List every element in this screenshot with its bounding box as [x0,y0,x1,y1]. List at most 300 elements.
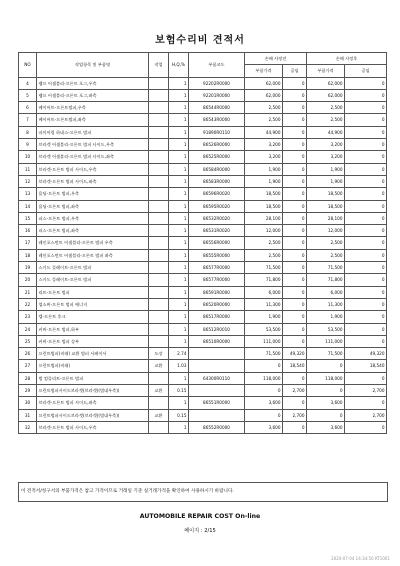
row-item-name: 몰딩-프론트 범퍼,좌측 [37,200,149,212]
row-before-labor: 0 [283,163,307,175]
row-before-part-price: 44,900 [245,126,283,138]
row-item-name: 브라켓-프론트 범퍼 사이드,좌측 [37,175,149,187]
row-work [149,237,169,249]
table-row [19,175,387,187]
disclaimer-note: 이 견적서/청구서의 부품가격은 참고 가격이므로 거래일 기준 실거래가격을 확인하여 사용하시기 바랍니다. [18,482,388,502]
row-after-labor: 18,540 [345,360,387,372]
row-part-code: 86531R0020 [189,225,245,237]
row-after-part-price: 2,500 [307,114,345,126]
row-after-part-price: 28,100 [307,212,345,224]
page-number: 페이지 : 2/15 [184,528,216,534]
row-before-labor: 49,320 [283,348,307,360]
row-before-part-price: 18,500 [245,200,283,212]
row-hq: 1 [169,372,189,384]
row-work [149,372,169,384]
row-before-labor: 0 [283,225,307,237]
row-part-code: 86520R0000 [189,298,245,310]
row-before-labor: 0 [283,200,307,212]
row-before-part-price: 71,800 [245,274,283,286]
row-hq: 1 [169,163,189,175]
row-work [149,188,169,200]
row-after-part-price: 71,800 [307,274,345,286]
header-work: 작업 [149,53,169,78]
row-before-part-price: 62,000 [245,77,283,89]
row-part-code: 86512R0010 [189,323,245,335]
table-row [19,262,387,274]
table-row [19,249,387,261]
row-hq: 1 [169,114,189,126]
row-item-name: 몰딩-프론트 범퍼,우측 [37,188,149,200]
row-after-labor: 0 [345,175,387,187]
row-item-name: 업소버-프론트 범퍼 에너지 [37,298,149,310]
row-item-name: 레인포스먼트 어셈블리-프론트 범퍼 좌측 [37,249,149,261]
row-part-code: 91890R0110 [189,126,245,138]
row-no: 14 [19,200,37,212]
table-row [19,237,387,249]
table-row [19,151,387,163]
row-after-labor: 0 [345,323,387,335]
row-no: 15 [19,212,37,224]
row-before-labor: 0 [283,175,307,187]
row-after-part-price: 71,500 [307,262,345,274]
row-no: 26 [19,348,37,360]
row-hq: 0.15 [169,409,189,421]
row-before-part-price: 18,500 [245,188,283,200]
table-row [19,163,387,175]
row-part-code: 86596R0020 [189,188,245,200]
row-after-labor: 0 [345,102,387,114]
row-before-part-price: 28,100 [245,212,283,224]
row-no: 4 [19,77,37,89]
row-work [149,200,169,212]
row-before-labor: 0 [283,262,307,274]
row-before-part-price: 118,000 [245,372,283,384]
row-work [149,163,169,175]
row-before-labor: 0 [283,274,307,286]
header-no: NO [19,53,37,78]
row-part-code: 86517R0000 [189,311,245,323]
row-after-labor: 0 [345,298,387,310]
row-hq: 1 [169,286,189,298]
row-before-labor: 2,700 [283,385,307,397]
estimate-rows [19,77,387,434]
row-item-name: 램프 어셈블리-프론트 포그,우측 [37,77,149,89]
row-before-labor: 0 [283,311,307,323]
row-item-name: 커버-프론트 범퍼,하부 [37,323,149,335]
row-item-name: 범 컴플리트-프론트 범퍼 [37,372,149,384]
header-part-code: 부품코드 [189,53,245,78]
row-item-name: 브라켓-프론트 범퍼 사이드,우측 [37,163,149,175]
row-part-code: 86556R0000 [189,237,245,249]
table-row [19,409,387,421]
row-no: 13 [19,188,37,200]
row-after-labor: 0 [345,421,387,433]
row-part-code [189,385,245,397]
row-part-code [189,348,245,360]
row-after-part-price: 118,000 [307,372,345,384]
estimate-table [18,52,387,434]
row-after-labor: 0 [345,139,387,151]
row-after-part-price: 44,900 [307,126,345,138]
header-after-group: 손해 사정후 [307,53,387,65]
row-item-name: 베이어트-프론트범퍼,우측 [37,102,149,114]
row-no: 18 [19,249,37,261]
row-part-code: 86583R0000 [189,175,245,187]
row-before-part-price: 71,500 [245,262,283,274]
row-no: 17 [19,237,37,249]
row-work: 교환 [149,409,169,421]
row-before-part-price: 1,900 [245,311,283,323]
row-work [149,212,169,224]
table-row [19,225,387,237]
row-after-labor: 2,700 [345,385,387,397]
row-part-code [189,360,245,372]
row-after-part-price: 0 [307,385,345,397]
table-row [19,286,387,298]
row-work [149,225,169,237]
row-item-name: 램프 어셈블리-프론트 포그,좌측 [37,89,149,101]
row-before-labor: 0 [283,249,307,261]
row-part-code: 86584R0000 [189,163,245,175]
row-after-labor: 0 [345,114,387,126]
row-before-labor: 0 [283,286,307,298]
row-after-labor: 0 [345,151,387,163]
row-hq: 1 [169,151,189,163]
table-row [19,397,387,409]
row-before-part-price: 2,500 [245,102,283,114]
row-part-code: 64300R0110 [189,372,245,384]
row-hq: 1 [169,249,189,261]
row-before-part-price: 2,500 [245,249,283,261]
row-work [149,274,169,286]
row-after-labor: 49,320 [345,348,387,360]
table-row [19,188,387,200]
row-item-name: 커버-프론트 범퍼 상부 [37,335,149,347]
row-item-name: 프런트범퍼사이드브라켓(브라켓)(범대우측)( [37,409,149,421]
row-item-name: 스키드 플레이트-프론트 범퍼 [37,262,149,274]
row-after-labor: 2,700 [345,409,387,421]
row-work [149,175,169,187]
row-part-code: 86510R0000 [189,335,245,347]
row-no: 32 [19,421,37,433]
row-after-labor: 0 [345,200,387,212]
table-row [19,348,387,360]
row-work [149,89,169,101]
row-part-code: 86543R0000 [189,114,245,126]
row-before-labor: 0 [283,102,307,114]
row-after-part-price: 3,200 [307,139,345,151]
row-after-labor: 0 [345,262,387,274]
row-no: 19 [19,262,37,274]
row-no: 28 [19,372,37,384]
row-item-name: 피스-프론트 범퍼,우측 [37,212,149,224]
row-before-labor: 0 [283,212,307,224]
row-hq: 1 [169,335,189,347]
row-before-labor: 0 [283,139,307,151]
row-before-labor: 0 [283,77,307,89]
row-after-part-price: 2,500 [307,237,345,249]
row-no: 21 [19,286,37,298]
row-before-part-price: 71,500 [245,348,283,360]
table-row [19,139,387,151]
row-no: 8 [19,126,37,138]
table-row [19,102,387,114]
row-hq: 1 [169,323,189,335]
row-before-part-price: 2,500 [245,237,283,249]
row-part-code: 86595R0020 [189,200,245,212]
row-work [149,298,169,310]
row-after-labor: 0 [345,397,387,409]
print-timestamp: 2024-07-04 14:34:56 RT1001 [331,556,390,561]
header-after-labor: 공임 [345,65,387,77]
row-no: 6 [19,102,37,114]
row-item-name: 캡-프론트 후크 [37,311,149,323]
row-hq: 1 [169,397,189,409]
row-work [149,102,169,114]
row-before-labor: 0 [283,335,307,347]
row-before-part-price: 111,000 [245,335,283,347]
row-after-labor: 0 [345,89,387,101]
row-before-part-price: 11,300 [245,298,283,310]
row-work: 도장 [149,348,169,360]
row-no: 11 [19,163,37,175]
row-work: 교환 [149,360,169,372]
row-work [149,311,169,323]
table-row [19,89,387,101]
row-hq: 1 [169,311,189,323]
row-after-part-price: 1,900 [307,175,345,187]
row-after-labor: 0 [345,372,387,384]
header-before-part-price: 부품가격 [245,65,283,77]
document-title: 보험수리비 견적서 [155,35,245,46]
row-work: 교환 [149,385,169,397]
row-after-labor: 0 [345,126,387,138]
row-no: 9 [19,139,37,151]
table-row [19,126,387,138]
row-before-labor: 0 [283,237,307,249]
table-row [19,298,387,310]
table-row [19,212,387,224]
header-after-part-price: 부품가격 [307,65,345,77]
row-before-part-price: 3,200 [245,151,283,163]
row-after-labor: 0 [345,274,387,286]
row-after-labor: 0 [345,163,387,175]
row-after-part-price: 2,500 [307,102,345,114]
row-item-name: 스키드 플레이트-프론트 범퍼 [37,274,149,286]
table-row [19,114,387,126]
row-part-code: 86551R0000 [189,397,245,409]
row-after-part-price: 71,500 [307,348,345,360]
row-before-labor: 0 [283,188,307,200]
row-item-name: 브라켓-프론트 범퍼 사이드,우측 [37,421,149,433]
row-hq: 1.03 [169,360,189,372]
row-after-labor: 0 [345,237,387,249]
row-part-code: 86552R0000 [189,421,245,433]
header-item: 작업항목 및 부품명 [37,53,149,78]
row-after-labor: 0 [345,188,387,200]
row-no: 20 [19,274,37,286]
row-hq: 1 [169,274,189,286]
row-after-labor: 0 [345,335,387,347]
row-part-code: 86525R0000 [189,151,245,163]
row-before-part-price: 3,600 [245,397,283,409]
row-item-name: 파이어링 하네스-프론트 범퍼 [37,126,149,138]
row-before-part-price: 2,500 [245,114,283,126]
header-before-labor: 공임 [283,65,307,77]
row-after-part-price: 18,500 [307,188,345,200]
row-item-name: 레인포스먼트 어셈블리-프론트 범퍼 우측 [37,237,149,249]
row-part-code [189,409,245,421]
row-part-code: 86555R0000 [189,249,245,261]
row-after-part-price: 3,200 [307,151,345,163]
row-item-name: 프런트범퍼사이드브라켓(브라켓)(범대우측)( [37,385,149,397]
row-work [149,335,169,347]
row-before-labor: 0 [283,114,307,126]
row-item-name: 브라켓 어셈블리-프론트 범퍼 사이드,좌측 [37,151,149,163]
row-no: 31 [19,409,37,421]
row-no: 30 [19,397,37,409]
row-hq: 1 [169,77,189,89]
row-part-code: 86591R0000 [189,286,245,298]
row-work [149,114,169,126]
row-after-part-price: 3,600 [307,397,345,409]
row-hq: 1 [169,188,189,200]
row-hq: 1 [169,225,189,237]
footer-title: AUTOMOBILE REPAIR COST On-line [139,513,261,520]
row-after-labor: 0 [345,225,387,237]
row-after-part-price: 1,900 [307,311,345,323]
table-row [19,421,387,433]
row-after-part-price: 12,000 [307,225,345,237]
table-row [19,311,387,323]
row-hq: 1 [169,298,189,310]
row-part-code: 92202R0000 [189,77,245,89]
row-before-labor: 2,700 [283,409,307,421]
row-after-part-price: 6,000 [307,286,345,298]
table-row [19,274,387,286]
row-no: 5 [19,89,37,101]
row-before-part-price: 6,000 [245,286,283,298]
row-after-part-price: 111,000 [307,335,345,347]
row-after-part-price: 0 [307,409,345,421]
row-after-labor: 0 [345,77,387,89]
row-hq: 2.74 [169,348,189,360]
row-no: 16 [19,225,37,237]
row-part-code: 86544R0000 [189,102,245,114]
row-work [149,286,169,298]
row-no: 7 [19,114,37,126]
row-work [149,77,169,89]
row-after-part-price: 3,600 [307,421,345,433]
table-row [19,372,387,384]
row-part-code: 92201R0000 [189,89,245,101]
row-work [149,421,169,433]
row-after-part-price: 53,500 [307,323,345,335]
row-before-labor: 0 [283,421,307,433]
row-after-part-price: 62,000 [307,77,345,89]
row-item-name: 베이어트-프론트범퍼,좌측 [37,114,149,126]
row-work [149,323,169,335]
table-row [19,77,387,89]
row-before-part-price: 12,000 [245,225,283,237]
table-row [19,323,387,335]
table-row [19,200,387,212]
row-before-part-price: 0 [245,385,283,397]
row-before-part-price: 3,600 [245,421,283,433]
row-hq: 1 [169,237,189,249]
row-hq: 1 [169,126,189,138]
row-hq: 0.15 [169,385,189,397]
row-before-labor: 0 [283,151,307,163]
row-before-labor: 0 [283,397,307,409]
row-after-labor: 0 [345,286,387,298]
row-after-part-price: 62,000 [307,89,345,101]
row-hq: 1 [169,89,189,101]
row-after-part-price: 2,500 [307,249,345,261]
row-after-part-price: 1,900 [307,163,345,175]
row-part-code: 86577R0000 [189,262,245,274]
row-item-name: 브라켓 어셈블리-프론트 범퍼 사이드,우측 [37,139,149,151]
row-no: 29 [19,385,37,397]
row-work [149,126,169,138]
row-work [149,139,169,151]
row-no: 22 [19,298,37,310]
row-work [149,249,169,261]
row-item-name: 프런트범퍼(비래) [37,360,149,372]
row-before-labor: 0 [283,323,307,335]
row-before-part-price: 0 [245,360,283,372]
header-hq: H,Q,% [169,53,189,78]
row-before-part-price: 62,000 [245,89,283,101]
row-no: 10 [19,151,37,163]
row-hq: 1 [169,139,189,151]
row-work [149,262,169,274]
row-before-part-price: 0 [245,409,283,421]
row-after-part-price: 0 [307,360,345,372]
row-item-name: 브라켓-프론트 범퍼 사이드,좌측 [37,397,149,409]
table-row [19,360,387,372]
row-before-part-price: 3,200 [245,139,283,151]
row-before-labor: 0 [283,372,307,384]
row-part-code: 86526R0000 [189,139,245,151]
row-item-name: 피스-프론트 범퍼,좌측 [37,225,149,237]
row-hq: 1 [169,175,189,187]
row-before-labor: 18,540 [283,360,307,372]
row-after-part-price: 11,300 [307,298,345,310]
row-before-part-price: 1,900 [245,175,283,187]
row-hq: 1 [169,212,189,224]
row-hq: 1 [169,102,189,114]
row-hq: 1 [169,200,189,212]
row-before-part-price: 1,900 [245,163,283,175]
row-no: 24 [19,323,37,335]
row-after-labor: 0 [345,249,387,261]
row-before-labor: 0 [283,89,307,101]
row-part-code: 86532R0020 [189,212,245,224]
row-item-name: 리트-프론트 범퍼 [37,286,149,298]
row-after-labor: 0 [345,212,387,224]
row-before-labor: 0 [283,126,307,138]
row-work [149,397,169,409]
table-row [19,385,387,397]
row-after-labor: 0 [345,311,387,323]
row-part-code: 86577R0000 [189,274,245,286]
row-no: 12 [19,175,37,187]
row-item-name: 프런트범퍼(비래) 교환 범퍼 서페이서 [37,348,149,360]
row-before-labor: 0 [283,298,307,310]
row-work [149,151,169,163]
row-no: 27 [19,360,37,372]
